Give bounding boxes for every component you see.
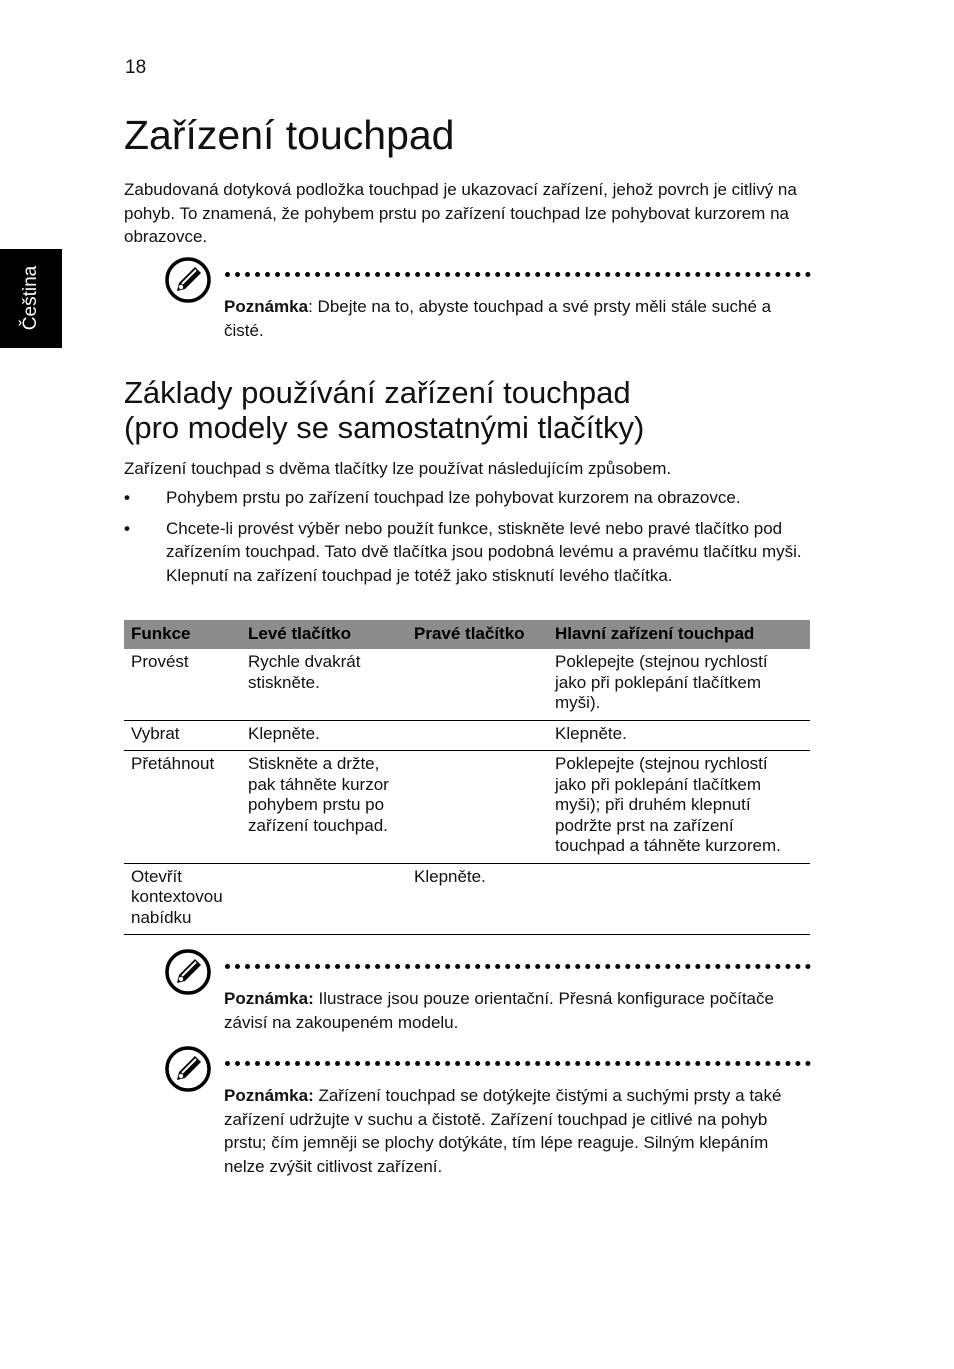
note-body: : Dbejte na to, abyste touchpad a své prsty měli stále suché a čisté. [224, 297, 772, 340]
note-body: Zařízení touchpad se dotýkejte čistými a suchými prsty a také zařízení udržujte v suchu a čistotě. Zařízení touchpad je citlivé na pohyb prstu; čím jemněji se plochy dotýkáte, tím lépe reaguje. Silným klepáním nelze zvýšit citlivost zařízení. [224, 1086, 782, 1176]
page-title: Zařízení touchpad [124, 112, 455, 158]
bullet-icon: • [124, 518, 130, 538]
table-cell [407, 751, 548, 864]
bullet-icon: • [124, 488, 130, 507]
note-label: Poznámka: [224, 989, 314, 1008]
table-cell: Provést [124, 649, 241, 720]
table-row [124, 649, 810, 720]
note-block-3 [165, 1046, 811, 1186]
table-cell: Poklepejte (stejnou rychlostí jako při poklepání tlačítkem myši). [548, 649, 810, 720]
table-cell: Rychle dvakrát stiskněte. [241, 649, 407, 720]
list-item [124, 517, 814, 588]
bullet-list [124, 486, 814, 594]
intro-paragraph: Zabudovaná dotyková podložka touchpad je ukazovací zařízení, jehož povrch je citlivý na pohyb. To znamená, že pohybem prstu po zařízení touchpad lze pohybovat kurzorem na obrazovce. [124, 180, 797, 246]
note-divider [225, 964, 811, 969]
table-cell [241, 863, 407, 935]
table-cell: Vybrat [124, 720, 241, 751]
note-label: Poznámka: [224, 1086, 314, 1105]
language-side-tab [0, 249, 62, 348]
note-text [224, 295, 804, 342]
table-cell: Klepněte. [548, 720, 810, 751]
note-text [224, 987, 804, 1034]
note-block-1 [165, 257, 811, 352]
functions-table [124, 620, 810, 935]
table-cell: Klepněte. [407, 863, 548, 935]
page-number: 18 [125, 57, 147, 78]
table-cell: Poklepejte (stejnou rychlostí jako při poklepání tlačítkem myši); při druhém klepnutí podržte prst na zařízení touchpad a táhněte kurzorem. [548, 751, 810, 864]
table-header-row [124, 620, 810, 649]
list-item-text: Pohybem prstu po zařízení touchpad lze pohybovat kurzorem na obrazovce. [166, 488, 741, 507]
note-text [224, 1084, 804, 1178]
column-header: Hlavní zařízení touchpad [548, 620, 810, 649]
column-header: Pravé tlačítko [407, 620, 548, 649]
table-cell [407, 649, 548, 720]
column-header: Levé tlačítko [241, 620, 407, 649]
section-heading-line1: Základy používání zařízení touchpad [124, 375, 631, 410]
note-pencil-icon [165, 1046, 211, 1092]
table-row [124, 751, 810, 864]
table-cell [407, 720, 548, 751]
table-row [124, 863, 810, 935]
column-header: Funkce [124, 620, 241, 649]
section-heading-line2: (pro modely se samostatnými tlačítky) [124, 410, 645, 445]
table-cell [548, 863, 810, 935]
section-heading [124, 375, 824, 445]
note-pencil-icon [165, 949, 211, 995]
table-row [124, 720, 810, 751]
table-cell: Stiskněte a držte, pak táhněte kurzor pohybem prstu po zařízení touchpad. [241, 751, 407, 864]
table-cell: Klepněte. [241, 720, 407, 751]
table-cell: Přetáhnout [124, 751, 241, 864]
note-label: Poznámka [224, 297, 309, 316]
list-item [124, 486, 814, 510]
note-body: Ilustrace jsou pouze orientační. Přesná konfigurace počítače závisí na zakoupeném modelu. [224, 989, 774, 1032]
list-item-text: Chcete-li provést výběr nebo použít funkce, stiskněte levé nebo pravé tlačítko pod zařízením touchpad. Tato dvě tlačítka jsou podobná levému a pravému tlačítku myši. Klepnutí na zařízení touchpad je totéž jako stisknutí levého tlačítka. [166, 518, 802, 585]
note-pencil-icon [165, 257, 211, 303]
note-block-2 [165, 949, 811, 1039]
table-cell: Otevřít kontextovou nabídku [124, 863, 241, 935]
note-divider [225, 1061, 811, 1066]
note-divider [225, 272, 811, 277]
language-label: Čeština [20, 265, 41, 331]
section-lead: Zařízení touchpad s dvěma tlačítky lze používat následujícím způsobem. [124, 459, 672, 478]
